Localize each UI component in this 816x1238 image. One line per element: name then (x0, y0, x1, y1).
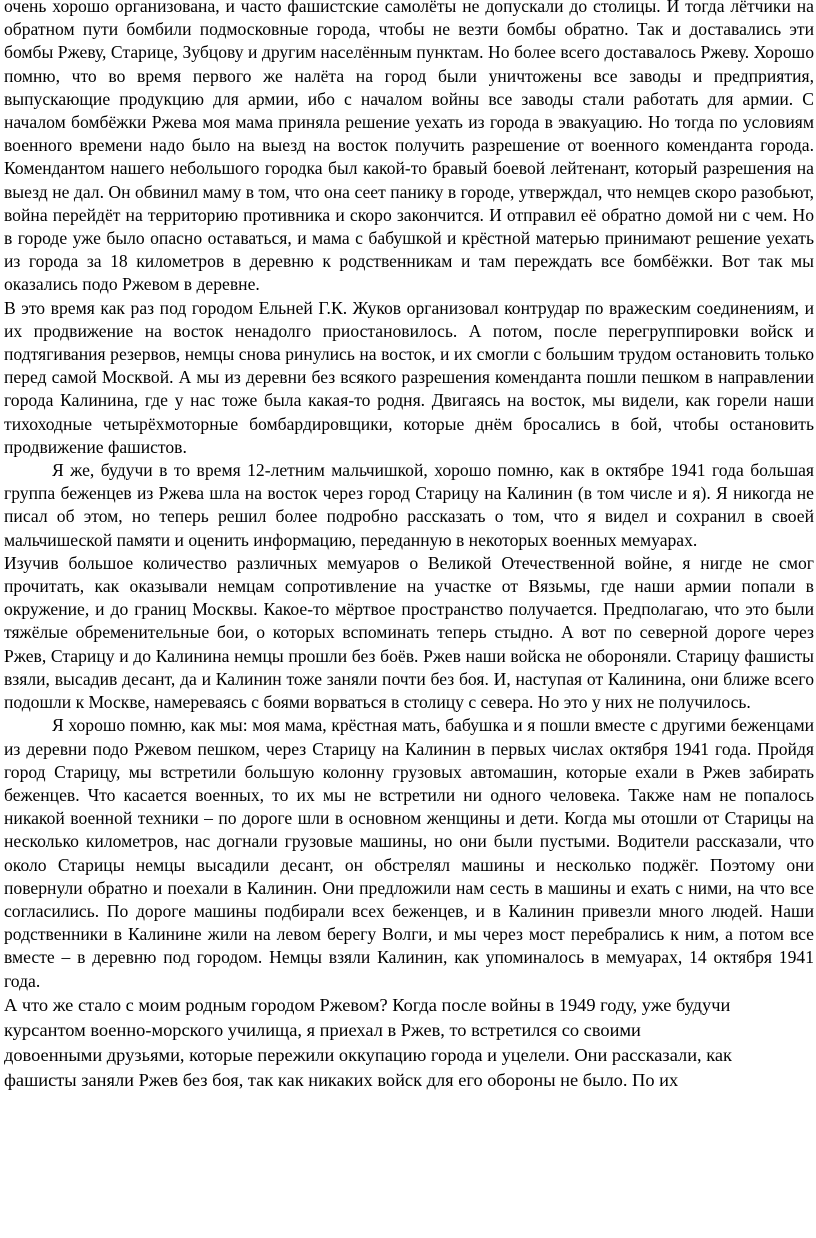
paragraph-1: очень хорошо организована, и часто фашистские самолёты не допускали до столицы. И тогда лётчики на обратном пути бомбили подмосковные города, чтобы не везти бомбы обратно. Так и доставались эти бомбы Ржеву, Старице, Зубцову и другим населённым пунктам. Но более всего доставалось Ржеву. Хорошо помню, что во время первого же налёта на город были уничтожены все заводы и предприятия, выпускающие продукцию для армии, ибо с началом войны все заводы стали работать для армии. С началом бомбёжки Ржева моя мама приняла решение уехать из города в эвакуацию. Но тогда по условиям военного времени надо было на выезд на восток получить разрешение от военного коменданта города. Комендантом нашего небольшого городка был какой-то бравый боевой лейтенант, который разрешения на выезд не дал. Он обвинил маму в том, что она сеет панику в городе, утверждал, что немцев скоро разобьют, война перейдёт на территорию противника и скоро закончится. И отправил её обратно домой ни с чем. Но в городе уже было опасно оставаться, и мама с бабушкой и крёстной матерью принимают решение уехать из города за 18 километров в деревню к родственникам и там переждать все бомбёжки. Вот так мы оказались подо Ржевом в деревне. (4, 0, 814, 295)
paragraph-2: В это время как раз под городом Ельней Г.К. Жуков организовал контрудар по вражеским соединениям, и их продвижение на восток ненадолго приостановилось. А потом, после перегруппировки войск и подтягивания резервов, немцы снова ринулись на восток, и их смогли с большим трудом остановить только перед самой Москвой. А мы из деревни без всякого разрешения коменданта пошли пешком в направлении города Калинина, где у нас тоже была какая-то родня. Двигаясь на восток, мы видели, как горели наши тихоходные четырёхмоторные бомбардировщики, которые днём бросались в бой, чтобы остановить продвижение фашистов. (4, 297, 814, 457)
paragraph-3: Я же, будучи в то время 12-летним мальчишкой, хорошо помню, как в октябре 1941 года большая группа беженцев из Ржева шла на восток через город Старицу на Калинин (в том числе и я). Я никогда не писал об этом, но теперь решил более подробно рассказать о том, что я видел и сохранил в своей мальчишеской памяти и оценить информацию, переданную в некоторых военных мемуарах. (4, 460, 814, 550)
closing-line-4: фашисты заняли Ржев без боя, так как никаких войск для его обороны не было. По их (4, 1070, 679, 1091)
closing-line-3: довоенными друзьями, которые пережили оккупацию города и уцелели. Они рассказали, как (4, 1045, 732, 1066)
closing-line-1: А что же стало с моим родным городом Ржевом? Когда после войны в 1949 году, уже будучи (4, 994, 731, 1015)
paragraph-5: Я хорошо помню, как мы: моя мама, крёстная мать, бабушка и я пошли вместе с другими беженцами из деревни подо Ржевом пешком, через Старицу на Калинин в первых числах октября 1941 года. Пройдя город Старицу, мы встретили большую колонну грузовых автомашин, которые ехали в Ржев забирать беженцев. Что касается военных, то их мы не встретили ни одного человека. Также нам не попалось никакой военной техники – по дороге шли в основном женщины и дети. Когда мы отошли от Старицы на несколько километров, нас догнали грузовые машины, но они были пустыми. Водители рассказали, что около Старицы немцы высадили десант, он обстрелял машины и несколько поджёг. Поэтому они повернули обратно и поехали в Калинин. Они предложили нам сесть в машины и ехать с ними, на что все согласились. По дороге машины подбирали всех беженцев, и в Калинин привезли много людей. Наши родственники в Калинине жили на левом берегу Волги, и мы через мост перебрались к ним, а потом все вместе – в деревню под городом. Немцы взяли Калинин, как упоминалось в мемуарах, 14 октября 1941 года. (4, 715, 814, 991)
document-page (4, 0, 814, 1094)
paragraph-4: Изучив большое количество различных мемуаров о Великой Отечественной войне, я нигде не смог прочитать, как оказывали немцам сопротивление на участке от Вязьмы, где наши армии попали в окружение, и до границ Москвы. Какое-то мёртвое пространство получается. Предполагаю, что это были тяжёлые обременительные бои, о которых вспоминать теперь стыдно. А вот по северной дороге через Ржев, Старицу и до Калинина немцы прошли без боёв. Ржев наши войска не обороняли. Старицу фашисты взяли, высадив десант, да и Калинин тоже заняли почти без боя. И, наступая от Калинина, они ближе всего подошли к Москве, намереваясь с боями ворваться в столицу с севера. Но это у них не получилось. (4, 552, 814, 713)
closing-line-2: курсантом военно-морского училища, я приехал в Ржев, то встретился со своими (4, 1019, 641, 1040)
closing-paragraph (4, 993, 814, 1094)
